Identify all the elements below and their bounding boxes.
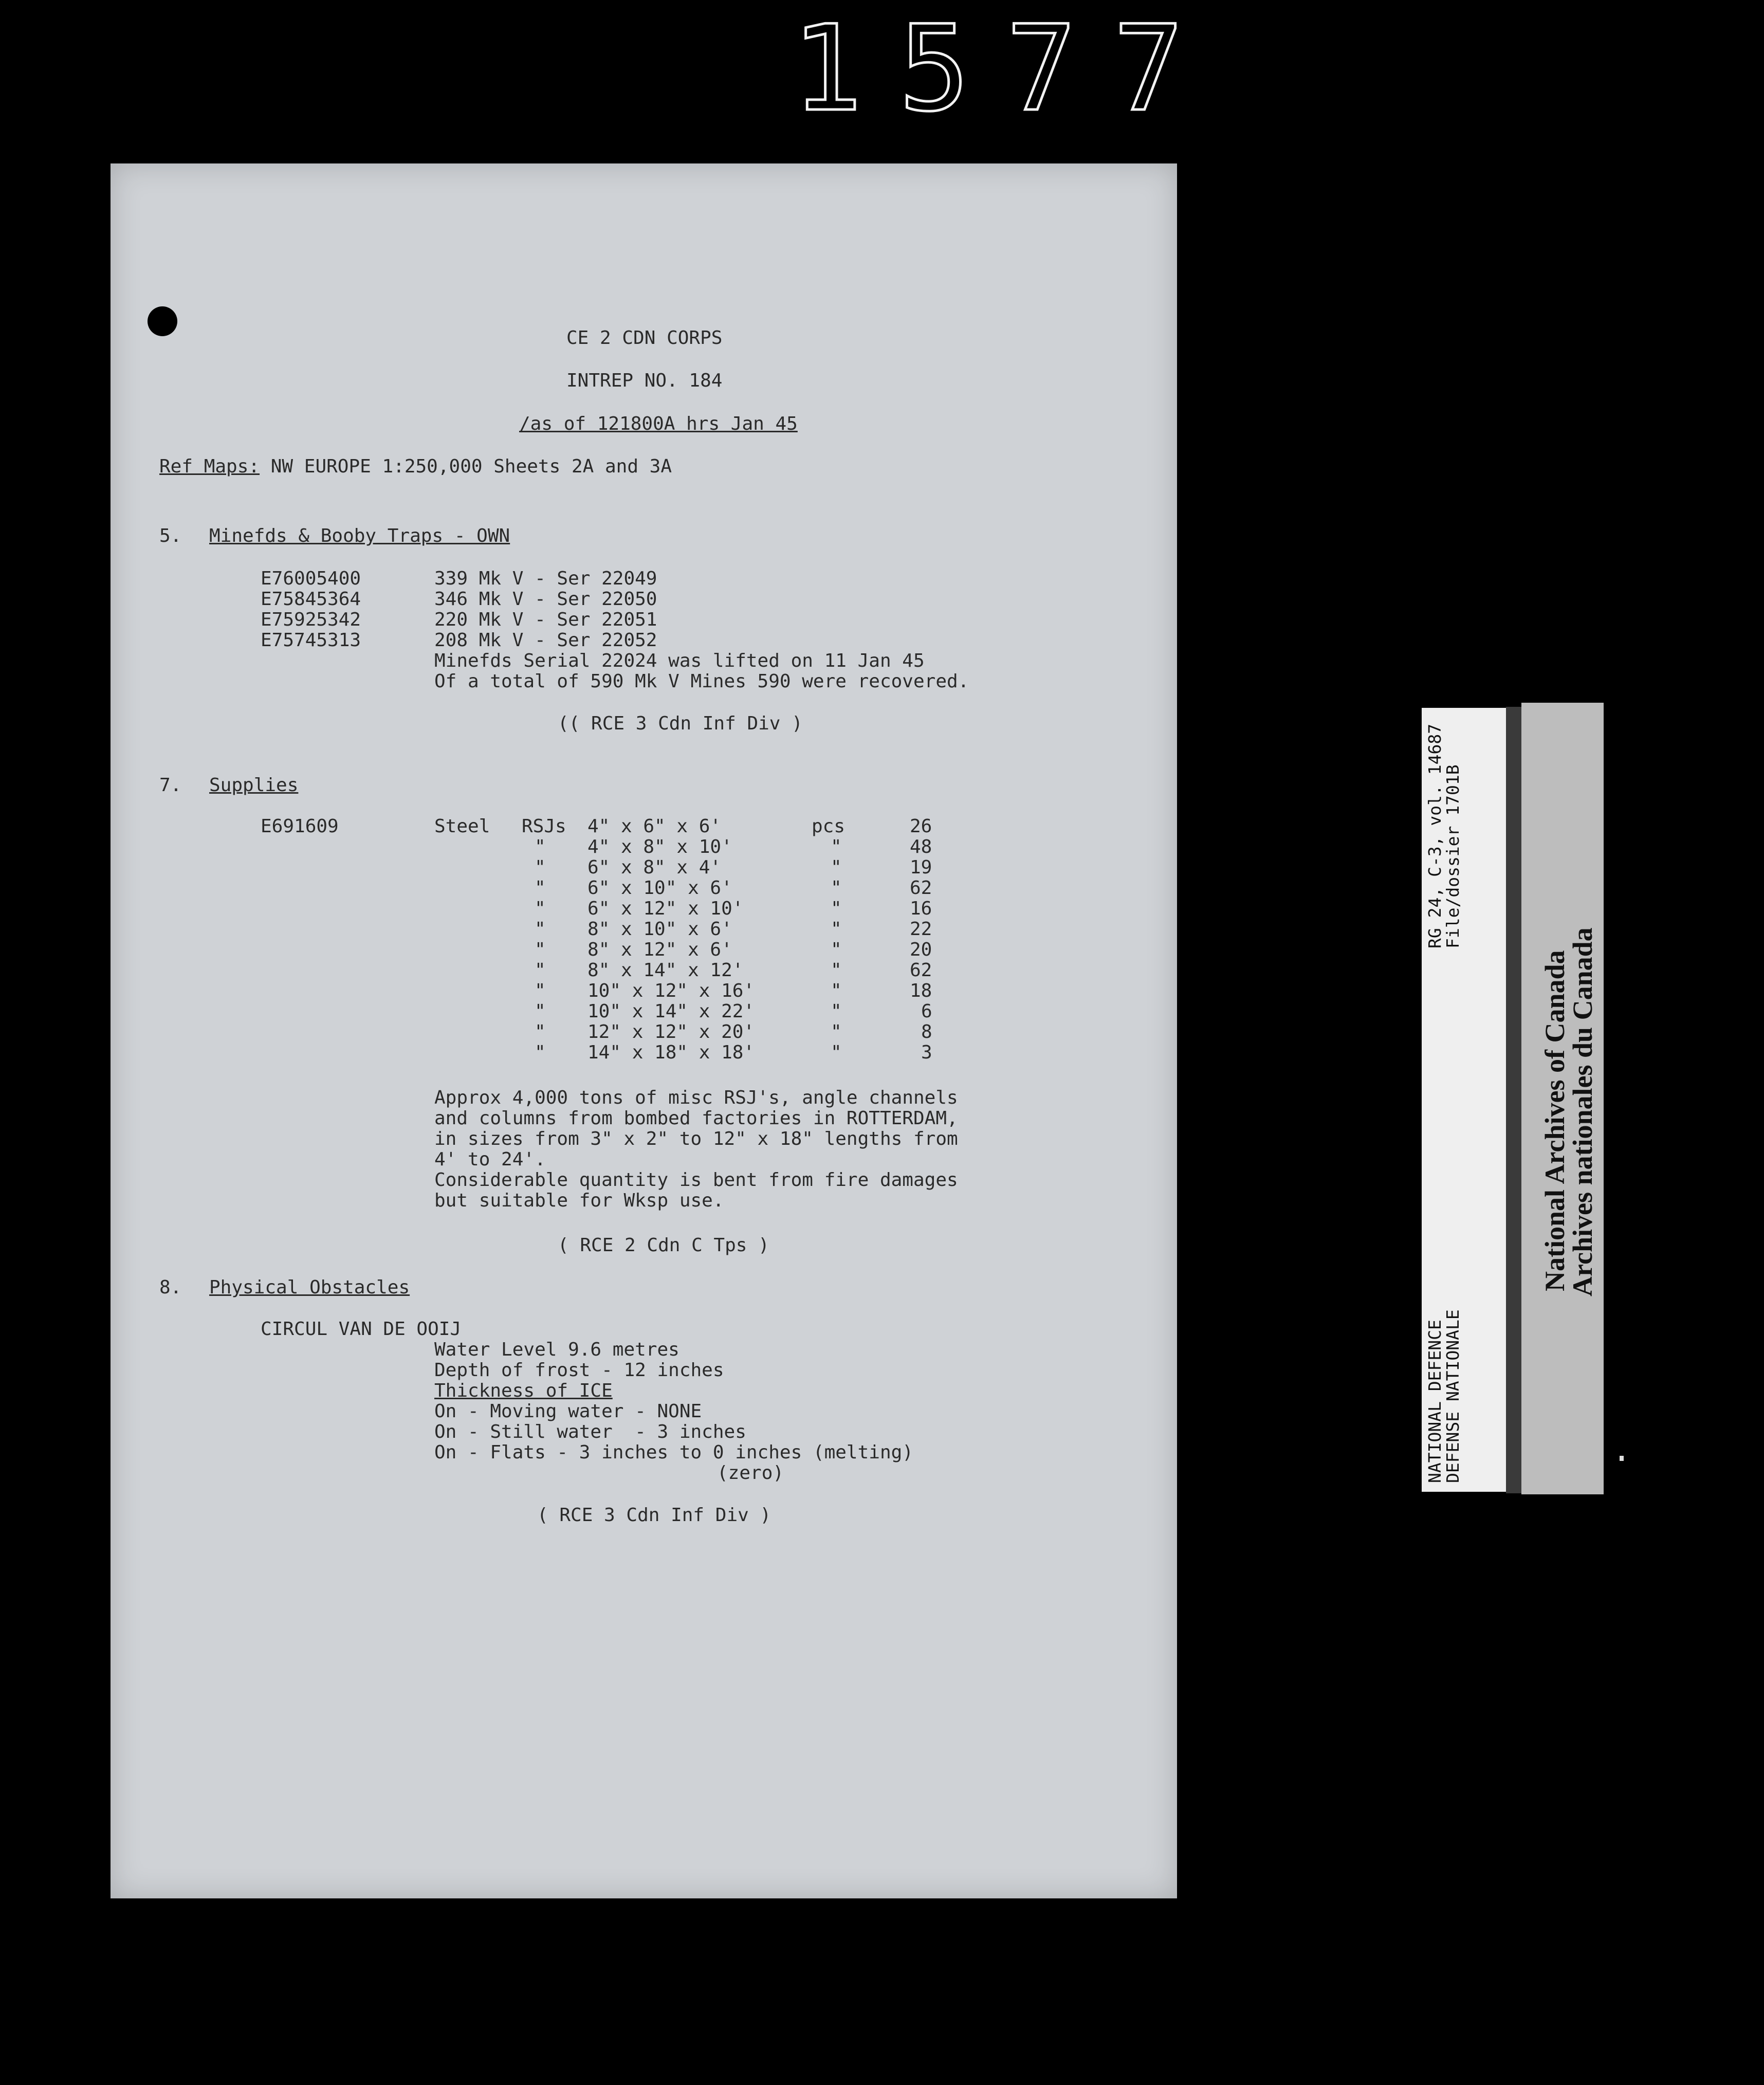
ice-line: On - Still water - 3 inches (434, 1421, 746, 1442)
ditto-mark: " (831, 898, 842, 919)
section-7-title: Supplies (209, 775, 299, 796)
supplies-qty: 22 (910, 919, 932, 940)
zero-note: (zero) (717, 1462, 784, 1484)
supplies-item: Steel (434, 816, 490, 837)
supplies-qty: 6 (921, 1001, 932, 1022)
ditto-mark: " (831, 1042, 842, 1063)
ditto-mark: " (535, 1001, 546, 1022)
minefield-ref: E76005400 (261, 568, 361, 589)
archive-name-en: National Archives of Canada (1539, 950, 1570, 1291)
supplies-ref: E691609 (261, 816, 339, 837)
minefield-ref: E75925342 (261, 609, 361, 630)
supplies-qty: 8 (921, 1021, 932, 1042)
supplies-size: 10" x 14" x 22' (587, 1001, 755, 1022)
supplies-unit: pcs (812, 816, 846, 837)
ditto-mark: " (831, 877, 842, 899)
archive-ref-line1: RG 24, C-3, vol. 14687 (1425, 723, 1445, 948)
ice-line: On - Moving water - NONE (434, 1401, 702, 1422)
ditto-mark: " (831, 960, 842, 981)
supplies-qty: 48 (910, 836, 932, 857)
document-page (111, 163, 1177, 1898)
supplies-size: 8" x 14" x 12' (587, 960, 744, 981)
ref-maps-label: Ref Maps: (159, 456, 260, 477)
supplies-size: 10" x 12" x 16' (587, 980, 755, 1001)
ditto-mark: " (831, 919, 842, 940)
supplies-qty: 18 (910, 980, 932, 1001)
supplies-qty: 62 (910, 960, 932, 981)
minefield-ref: E75845364 (261, 589, 361, 610)
punch-hole (148, 306, 177, 336)
ice-line: On - Flats - 3 inches to 0 inches (melting) (434, 1442, 913, 1463)
ditto-mark: " (535, 939, 546, 960)
supplies-paragraph-line: 4' to 24'. (434, 1149, 546, 1170)
ditto-mark: " (535, 836, 546, 857)
speck (1620, 1456, 1624, 1461)
frost-depth: Depth of frost - 12 inches (434, 1360, 724, 1381)
supplies-size: 6" x 8" x 4' (587, 857, 722, 878)
ditto-mark: " (535, 877, 546, 899)
ref-maps-text: NW EUROPE 1:250,000 Sheets 2A and 3A (260, 456, 672, 477)
ditto-mark: " (535, 857, 546, 878)
ditto-mark: " (831, 1001, 842, 1022)
minefield-desc: 346 Mk V - Ser 22050 (434, 589, 657, 610)
minefield-ref: E75745313 (261, 630, 361, 651)
supplies-qty: 20 (910, 939, 932, 960)
supplies-item-type: RSJs (522, 816, 566, 837)
dept-line1: NATIONAL DEFENCE (1425, 1320, 1445, 1483)
supplies-size: 8" x 10" x 6' (587, 919, 732, 940)
section-7-source: ( RCE 2 Cdn C Tps ) (558, 1235, 769, 1256)
label-divider (1506, 707, 1521, 1493)
ditto-mark: " (831, 939, 842, 960)
section-7-number: 7. (159, 775, 182, 796)
section-8-title: Physical Obstacles (209, 1277, 410, 1298)
ditto-mark: " (535, 980, 546, 1001)
header-intrep: INTREP NO. 184 (566, 370, 723, 391)
ditto-mark: " (831, 980, 842, 1001)
ditto-mark: " (831, 857, 842, 878)
supplies-qty: 3 (921, 1042, 932, 1063)
supplies-qty: 62 (910, 877, 932, 899)
supplies-paragraph-line: in sizes from 3" x 2" to 12" x 18" lengths from (434, 1128, 958, 1149)
obstacle-location: CIRCUL VAN DE OOIJ (261, 1319, 462, 1340)
ditto-mark: " (831, 1021, 842, 1042)
ditto-mark: " (535, 919, 546, 940)
supplies-size: 6" x 10" x 6' (587, 877, 732, 899)
supplies-size: 12" x 12" x 20' (587, 1021, 755, 1042)
section-5-title: Minefds & Booby Traps - OWN (209, 525, 510, 546)
dept-line2: DEFENSE NATIONALE (1443, 1309, 1463, 1483)
ditto-mark: " (831, 836, 842, 857)
archive-ref-line2: File/dossier 1701B (1443, 764, 1463, 948)
header-date: /as of 121800A hrs Jan 45 (519, 413, 798, 434)
section-8-source: ( RCE 3 Cdn Inf Div ) (537, 1505, 771, 1526)
section-5-source: (( RCE 3 Cdn Inf Div ) (558, 713, 803, 734)
minefield-desc: 220 Mk V - Ser 22051 (434, 609, 657, 630)
minefield-desc: 339 Mk V - Ser 22049 (434, 568, 657, 589)
water-level: Water Level 9.6 metres (434, 1339, 679, 1360)
supplies-qty: 19 (910, 857, 932, 878)
supplies-size: 6" x 12" x 10' (587, 898, 744, 919)
ditto-mark: " (535, 898, 546, 919)
supplies-size: 14" x 18" x 18' (587, 1042, 755, 1063)
header-unit: CE 2 CDN CORPS (566, 327, 723, 349)
supplies-qty: 16 (910, 898, 932, 919)
supplies-paragraph-line: and columns from bombed factories in ROTTERDAM, (434, 1108, 958, 1129)
ref-maps (159, 456, 672, 477)
supplies-qty: 26 (910, 816, 932, 837)
supplies-paragraph-line: Considerable quantity is bent from fire damages (434, 1169, 958, 1191)
ditto-mark: " (535, 1021, 546, 1042)
frame-number: 1577 (792, 1, 1220, 138)
supplies-paragraph-line: but suitable for Wksp use. (434, 1190, 724, 1211)
ice-heading: Thickness of ICE (434, 1380, 613, 1401)
minefield-note: Minefds Serial 22024 was lifted on 11 Jan 45 (434, 650, 925, 671)
minefield-desc: 208 Mk V - Ser 22052 (434, 630, 657, 651)
section-8-number: 8. (159, 1277, 182, 1298)
section-5-number: 5. (159, 525, 182, 546)
minefield-total: Of a total of 590 Mk V Mines 590 were recovered. (434, 671, 969, 692)
ditto-mark: " (535, 960, 546, 981)
supplies-size: 8" x 12" x 6' (587, 939, 732, 960)
ditto-mark: " (535, 1042, 546, 1063)
supplies-paragraph-line: Approx 4,000 tons of misc RSJ's, angle channels (434, 1087, 958, 1108)
supplies-size: 4" x 6" x 6' (587, 816, 722, 837)
supplies-size: 4" x 8" x 10' (587, 836, 732, 857)
archive-name-fr: Archives nationales du Canada (1567, 927, 1598, 1296)
